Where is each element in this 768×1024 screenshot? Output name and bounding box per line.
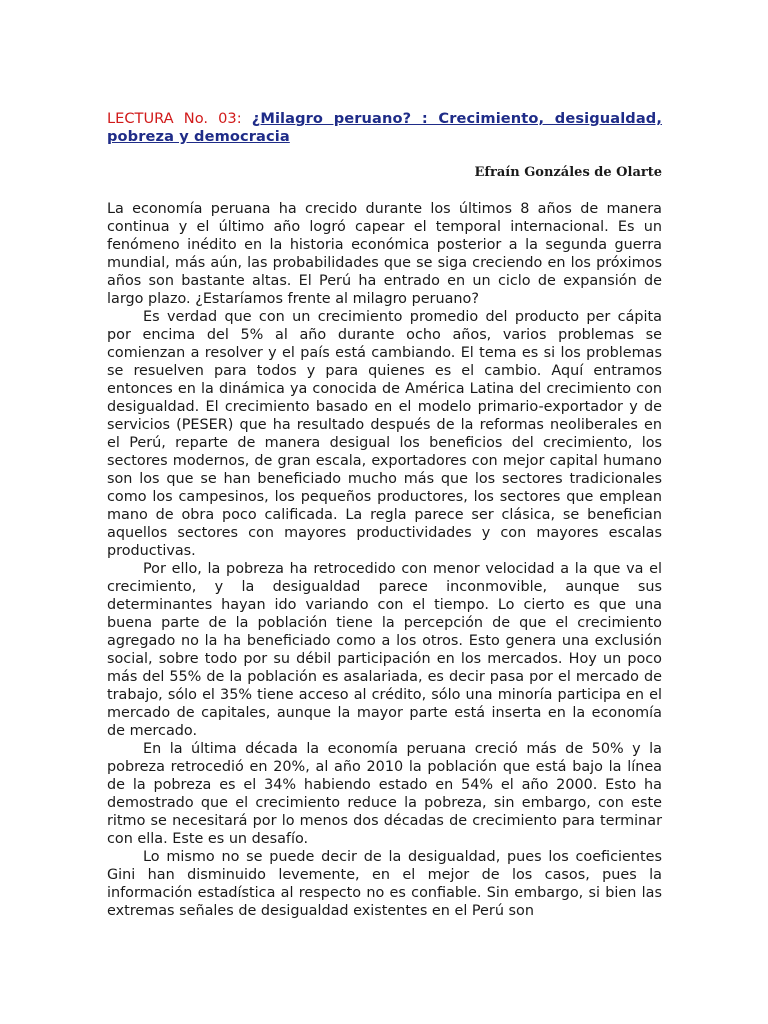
- reading-title-link[interactable]: ¿Milagro peruano? : Crecimiento, desigualdad, pobreza y democracia: [107, 110, 662, 145]
- reading-title-block: [107, 110, 662, 146]
- author-name: Efraín Gonzáles de Olarte: [474, 165, 662, 180]
- article-body: [107, 200, 662, 920]
- paragraph-1: La economía peruana ha crecido durante los últimos 8 años de manera continua y el último año logró capear el temporal internacional. Es un fenómeno inédito en la historia económica posterior a la segunda guerra mundial, más aún, las probabilidades que se siga creciendo en los próximos años son bastante altas. El Perú ha entrado en un ciclo de expansión de largo plazo. ¿Estaríamos frente al milagro peruano?: [107, 201, 662, 307]
- paragraph-5: Lo mismo no se puede decir de la desigualdad, pues los coeficientes Gini han disminuido levemente, en el mejor de los casos, pues la información estadística al respecto no es confiable. Sin embargo, si bien las extremas señales de desigualdad existentes en el Perú son: [107, 849, 662, 919]
- paragraph-2: Es verdad que con un crecimiento promedio del producto per cápita por encima del 5% al año durante ocho años, varios problemas se comienzan a resolver y el país está cambiando. El tema es si los problemas se resuelven para todos y para quienes es el cambio. Aquí entramos entonces en la dinámica ya conocida de América Latina del crecimiento con desigualdad. El crecimiento basado en el modelo primario-exportador y de servicios (PESER) que ha resultado después de la reformas neoliberales en el Perú, reparte de manera desigual los beneficios del crecimiento, los sectores modernos, de gran escala, exportadores con mejor capital humano son los que se han beneficiado mucho más que los sectores tradicionales como los campesinos, los pequeños productores, los sectores que emplean mano de obra poco calificada. La regla parece ser clásica, se benefician aquellos sectores con mayores productividades y con mayores escalas productivas.: [107, 309, 662, 559]
- paragraph-4: En la última década la economía peruana creció más de 50% y la pobreza retrocedió en 20%, al año 2010 la población que está bajo la línea de la pobreza es el 34% habiendo estado en 54% el año 2000. Esto ha demostrado que el crecimiento reduce la pobreza, sin embargo, con este ritmo se necesitará por lo menos dos décadas de crecimiento para terminar con ella. Este es un desafío.: [107, 741, 662, 847]
- paragraph-3: Por ello, la pobreza ha retrocedido con menor velocidad a la que va el crecimiento, y la desigualdad parece inconmovible, aunque sus determinantes hayan ido variando con el tiempo. Lo cierto es que una buena parte de la población tiene la percepción de que el crecimiento agregado no la ha beneficiado como a los otros. Esto genera una exclusión social, sobre todo por su débil participación en los mercados. Hoy un poco más del 55% de la población es asalariada, es decir pasa por el mercado de trabajo, sólo el 35% tiene acceso al crédito, sólo una minoría participa en el mercado de capitales, aunque la mayor parte está inserta en la economía de mercado.: [107, 561, 662, 739]
- lectura-label: LECTURA No. 03:: [107, 110, 242, 127]
